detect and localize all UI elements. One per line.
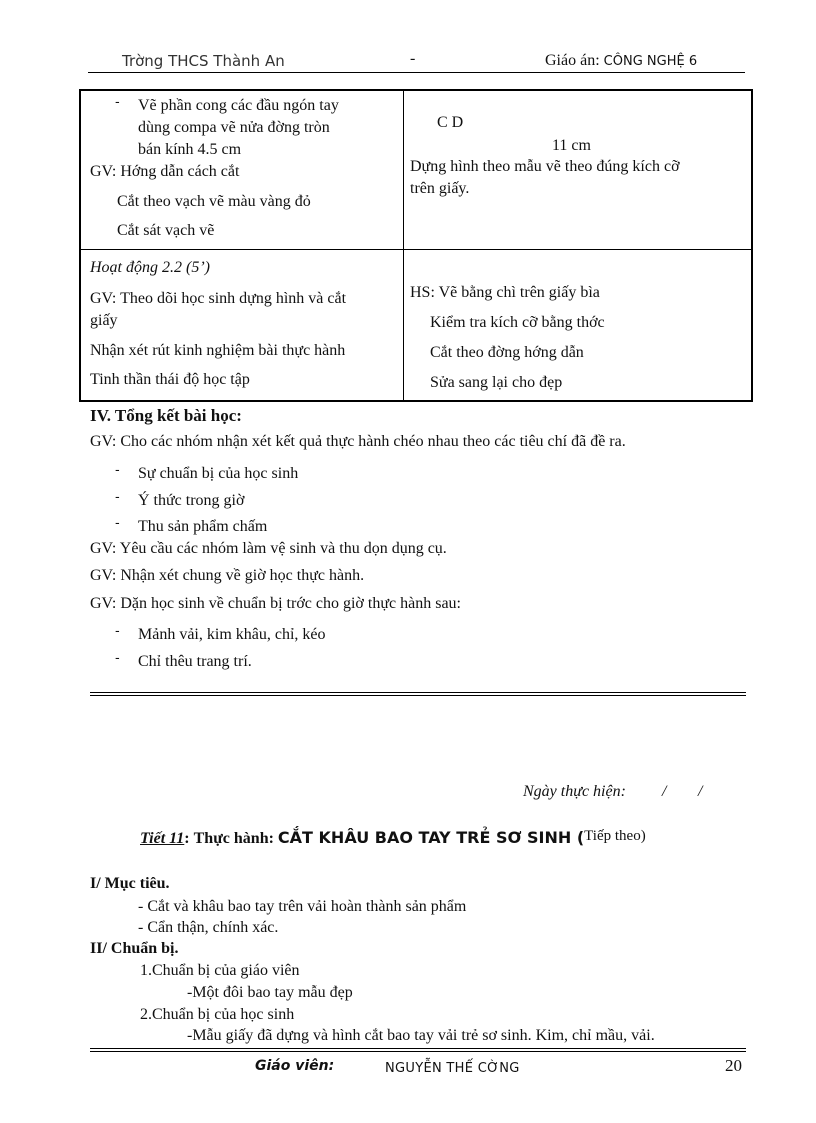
table-text: Tinh thần thái độ học tập (90, 371, 250, 388)
table-text: bán kính 4.5 cm (138, 141, 242, 158)
prep-item: Chỉ thêu trang trí. (138, 653, 252, 670)
lesson-colon: : (184, 830, 190, 847)
criteria-item: Thu sản phẩm chấm (138, 518, 268, 535)
table-text: Vẽ phần cong các đầu ngón tay (138, 97, 339, 114)
criteria-item: Ý thức trong giờ (138, 492, 245, 509)
school-name: Trờng THCS Thành An (122, 52, 285, 70)
table-text: GV: Hớng dẫn cách cắt (90, 163, 240, 180)
criteria-item: Sự chuẩn bị của học sinh (138, 465, 299, 482)
header-rule (88, 72, 745, 73)
table-text: Cắt sát vạch vẽ (117, 222, 215, 239)
lesson-topic: CẮT KHÂU BAO TAY TRẺ SƠ SINH ( (277, 828, 585, 847)
table-text: Dựng hình theo mẫu vẽ theo đúng kích cỡ (410, 158, 680, 175)
table-text: C D (437, 114, 464, 131)
summary-instruction: GV: Yêu cầu các nhóm làm vệ sinh và thu dọn dụng cụ. (90, 540, 447, 557)
lesson-plan-label (545, 52, 697, 70)
header-separator: - (410, 50, 416, 67)
page-number: 20 (725, 1056, 742, 1075)
table-text: 11 cm (552, 137, 591, 154)
plan-label: Giáo án: (545, 52, 600, 69)
table-text: Cắt theo đờng hớng dẫn (430, 344, 584, 361)
activity-label: Hoạt động 2.2 (5’) (90, 259, 210, 276)
practice-label: Thực hành: (193, 830, 274, 847)
table-text: giấy (90, 312, 118, 329)
bullet-dash: - (115, 516, 120, 531)
objectives-heading: I/ Mục tiêu. (90, 875, 170, 892)
summary-heading: IV. Tổng kết bài học: (90, 406, 242, 425)
student-preparation: 2.Chuẩn bị của học sinh (140, 1006, 295, 1023)
table-text: Kiểm tra kích cỡ bằng thớc (430, 314, 605, 331)
summary-intro: GV: Cho các nhóm nhận xét kết quả thực hành chéo nhau theo các tiêu chí đã đề ra. (90, 433, 626, 450)
table-text: Nhận xét rút kinh nghiệm bài thực hành (90, 342, 346, 359)
table-text: trên giấy. (410, 180, 470, 197)
bullet-dash: - (115, 95, 120, 110)
student-item: -Mẫu giấy đã dựng và hình cắt bao tay vải trẻ sơ sinh. Kim, chỉ mầu, vải. (187, 1027, 655, 1044)
table-text: GV: Theo dõi học sinh dựng hình và cắt (90, 290, 347, 307)
table-column-divider (403, 89, 404, 402)
section-divider (90, 692, 746, 696)
lesson-title (140, 828, 646, 848)
summary-instruction: GV: Dặn học sinh về chuẩn bị trớc cho giờ thực hành sau: (90, 595, 461, 612)
preparation-heading: II/ Chuẩn bị. (90, 940, 179, 957)
objective-item: - Cẩn thận, chính xác. (138, 919, 279, 936)
bullet-dash: - (115, 490, 120, 505)
teacher-preparation: 1.Chuẩn bị của giáo viên (140, 962, 300, 979)
teacher-label: Giáo viên: (255, 1058, 335, 1074)
lesson-continued: Tiếp theo) (584, 828, 646, 844)
table-row-divider (79, 249, 753, 250)
bullet-dash: - (115, 651, 120, 666)
table-text: Sửa sang lại cho đẹp (430, 374, 563, 391)
summary-instruction: GV: Nhận xét chung về giờ học thực hành. (90, 567, 365, 584)
subject-name: CÔNG NGHỆ 6 (603, 54, 698, 69)
table-text: HS: Vẽ bằng chì trên giấy bìa (410, 284, 600, 301)
bullet-dash: - (115, 624, 120, 639)
teacher-name: NGUYỄN THẾ CỜNG (385, 1061, 520, 1076)
teacher-item: -Một đôi bao tay mẫu đẹp (187, 984, 353, 1001)
table-text: Cắt theo vạch vẽ màu vàng đỏ (117, 193, 311, 210)
date-label: Ngày thực hiện: (523, 783, 626, 800)
date-separator: / (698, 783, 703, 800)
prep-item: Mảnh vải, kim khâu, chỉ, kéo (138, 626, 326, 643)
bullet-dash: - (115, 463, 120, 478)
lesson-number: Tiết 11 (140, 830, 185, 847)
objective-item: - Cắt và khâu bao tay trên vải hoàn thành sản phẩm (138, 898, 467, 915)
table-text: dùng compa vẽ nửa đờng tròn (138, 119, 330, 136)
date-separator: / (662, 783, 667, 800)
footer-divider (90, 1048, 746, 1052)
